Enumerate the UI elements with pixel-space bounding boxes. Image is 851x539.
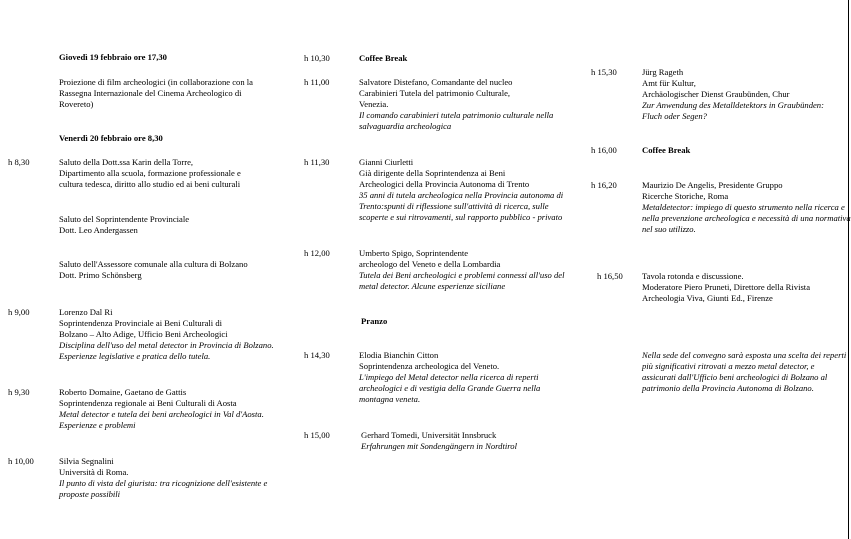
talk-title: nel suo utilizzo. — [642, 224, 696, 234]
text-line: Bolzano – Alto Adige, Ufficio Beni Archeologici — [59, 329, 228, 339]
talk-title: Erfahrungen mit Sondengängern in Nordtirol — [361, 441, 517, 451]
talk-title: proposte possibili — [59, 489, 121, 499]
time-label: h 14,30 — [304, 350, 330, 360]
text-line: Carabinieri Tutela del patrimonio Culturale, — [359, 88, 511, 98]
saluto-della-torre — [59, 157, 241, 190]
text-line: assicurati dall'Ufficio beni archeologici di Bolzano al — [642, 372, 828, 382]
time-label: h 15,00 — [304, 430, 330, 440]
time-label: h 10,00 — [8, 456, 34, 466]
coffee-break-morning: Coffee Break — [359, 53, 408, 63]
text-line: Moderatore Piero Pruneti, Direttore della Rivista — [642, 282, 811, 292]
text-line: Soprintendenza regionale ai Beni Culturali di Aosta — [59, 398, 237, 408]
text-line: Maurizio De Angelis, Presidente Gruppo — [642, 180, 783, 190]
time-label: h 12,00 — [304, 248, 330, 258]
text-line: Elodia Bianchin Citton — [359, 350, 439, 360]
text-line: Nella sede del convegno sarà esposta una scelta dei reperti — [642, 350, 847, 360]
talk-segnalini — [59, 456, 267, 500]
talk-title: Fluch oder Segen? — [642, 111, 707, 121]
text-line: Ricerche Storiche, Roma — [642, 191, 729, 201]
round-table — [642, 271, 810, 304]
text-line: Università di Roma. — [59, 467, 129, 477]
talk-title: metal detector. Alcune esperienze siciliane — [359, 281, 506, 291]
text-line: Silvia Segnalini — [59, 456, 114, 466]
exhibition-note — [642, 350, 846, 394]
talk-title: Il punto di vista del giurista: tra ricognizione dell'esistente e — [59, 478, 268, 488]
text-line: Archeologici della Provincia Autonoma di Trento — [359, 179, 530, 189]
talk-spigo — [359, 248, 565, 292]
text-line: archeologo del Veneto e della Lombardia — [359, 259, 501, 269]
talk-title: Metal detector e tutela dei beni archeologici in Val d'Aosta. — [59, 409, 264, 419]
talk-dal-ri — [59, 307, 274, 362]
talk-title: Esperienze legislative e pratica dello tutela. — [59, 351, 211, 361]
time-label: h 16,20 — [591, 180, 617, 190]
talk-title: Il comando carabinieri tutela patrimonio culturale nella — [359, 110, 554, 120]
text-line: Salvatore Distefano, Comandante del nucleo — [359, 77, 513, 87]
text-line: Tavola rotonda e discussione. — [642, 271, 744, 281]
day1-film-projection — [59, 77, 253, 110]
talk-title: Zur Anwendung des Metalldetektors in Graubünden: — [642, 100, 824, 110]
time-label: h 9,30 — [8, 387, 30, 397]
text-line: Soprintendenza archeologica del Veneto. — [359, 361, 500, 371]
talk-tomedi — [361, 430, 517, 452]
time-label: h 15,30 — [591, 67, 617, 77]
day1-header: Giovedì 19 febbraio ore 17,30 — [59, 52, 167, 62]
talk-title: archeologici e di vestigia della Grande Guerra nella — [359, 383, 541, 393]
talk-title: 35 anni di tutela archeologica nella Provincia autonoma di — [359, 190, 564, 200]
saluto-assessore — [59, 259, 248, 281]
talk-title: montagna veneta. — [359, 394, 421, 404]
talk-title: scoperte e sui ritrovamenti, sul rapporto pubblico - privato — [359, 212, 563, 222]
text-line: Amt für Kultur, — [642, 78, 696, 88]
talk-title: L'impiego del Metal detector nella ricerca di reperti — [359, 372, 539, 382]
saluto-soprintendente — [59, 214, 189, 236]
text-line: Saluto del Soprintendente Provinciale — [59, 214, 190, 224]
time-label: h 11,30 — [304, 157, 330, 167]
text-line: Proiezione di film archeologici (in collaborazione con la — [59, 77, 254, 87]
time-label: h 9,00 — [8, 307, 30, 317]
day2-header: Venerdì 20 febbraio ore 8,30 — [59, 133, 163, 143]
talk-title: nella prevenzione archeologica e necessità di una normativa — [642, 213, 851, 223]
text-line: Roberto Domaine, Gaetano de Gattis — [59, 387, 187, 397]
text-line: Lorenzo Dal Ri — [59, 307, 113, 317]
talk-distefano — [359, 77, 553, 132]
text-line: Saluto della Dott.ssa Karin della Torre, — [59, 157, 194, 167]
text-line: cultura tedesca, diritto allo studio ed ai beni culturali — [59, 179, 241, 189]
text-line: Venezia. — [359, 99, 389, 109]
time-label: h 16,50 — [597, 271, 623, 281]
text-line: Soprintendenza Provinciale ai Beni Culturali di — [59, 318, 223, 328]
text-line: Già dirigente della Soprintendenza ai Beni — [359, 168, 506, 178]
text-line: Archäologischer Dienst Graubünden, Chur — [642, 89, 790, 99]
text-line: Dipartimento alla scuola, formazione professionale e — [59, 168, 241, 178]
time-label: h 8,30 — [8, 157, 30, 167]
talk-title: Metaldetector: impiego di questo strumento nella ricerca e — [642, 202, 845, 212]
talk-rageth — [642, 67, 824, 122]
time-label: h 11,00 — [304, 77, 330, 87]
text-line: Gerhard Tomedi, Universität Innsbruck — [361, 430, 497, 440]
text-line: Saluto dell'Assessore comunale alla cultura di Bolzano — [59, 259, 248, 269]
talk-citton — [359, 350, 540, 405]
text-line: Rovereto) — [59, 99, 94, 109]
text-line: Dott. Primo Schönsberg — [59, 270, 142, 280]
talk-ciurletti — [359, 157, 563, 223]
text-line: Gianni Ciurletti — [359, 157, 414, 167]
talk-title: Esperienze e problemi — [59, 420, 136, 430]
text-line: Umberto Spigo, Soprintendente — [359, 248, 469, 258]
coffee-break-afternoon: Coffee Break — [642, 145, 691, 155]
talk-title: Tutela dei Beni archeologici e problemi connessi all'uso del — [359, 270, 565, 280]
talk-title: Disciplina dell'uso del metal detector in Provincia di Bolzano. — [59, 340, 274, 350]
text-line: patrimonio della Provincia Autonoma di Bolzano. — [642, 383, 814, 393]
lunch-break: Pranzo — [361, 316, 388, 326]
text-line: Jürg Rageth — [642, 67, 684, 77]
text-line: Archeologia Viva, Giunti Ed., Firenze — [642, 293, 773, 303]
talk-title: salvaguardia archeologica — [359, 121, 452, 131]
text-line: Rassegna Internazionale del Cinema Archeologico di — [59, 88, 242, 98]
time-label: h 10,30 — [304, 53, 330, 63]
talk-de-angelis — [642, 180, 851, 235]
time-label: h 16,00 — [591, 145, 617, 155]
page-border — [848, 0, 849, 539]
text-line: Dott. Leo Andergassen — [59, 225, 138, 235]
text-line: più significativi ritrovati a mezzo metal detector, e — [642, 361, 815, 371]
talk-domaine — [59, 387, 264, 431]
talk-title: Trento:spunti di riflessione sull'attività di ricerca, sulle — [359, 201, 549, 211]
